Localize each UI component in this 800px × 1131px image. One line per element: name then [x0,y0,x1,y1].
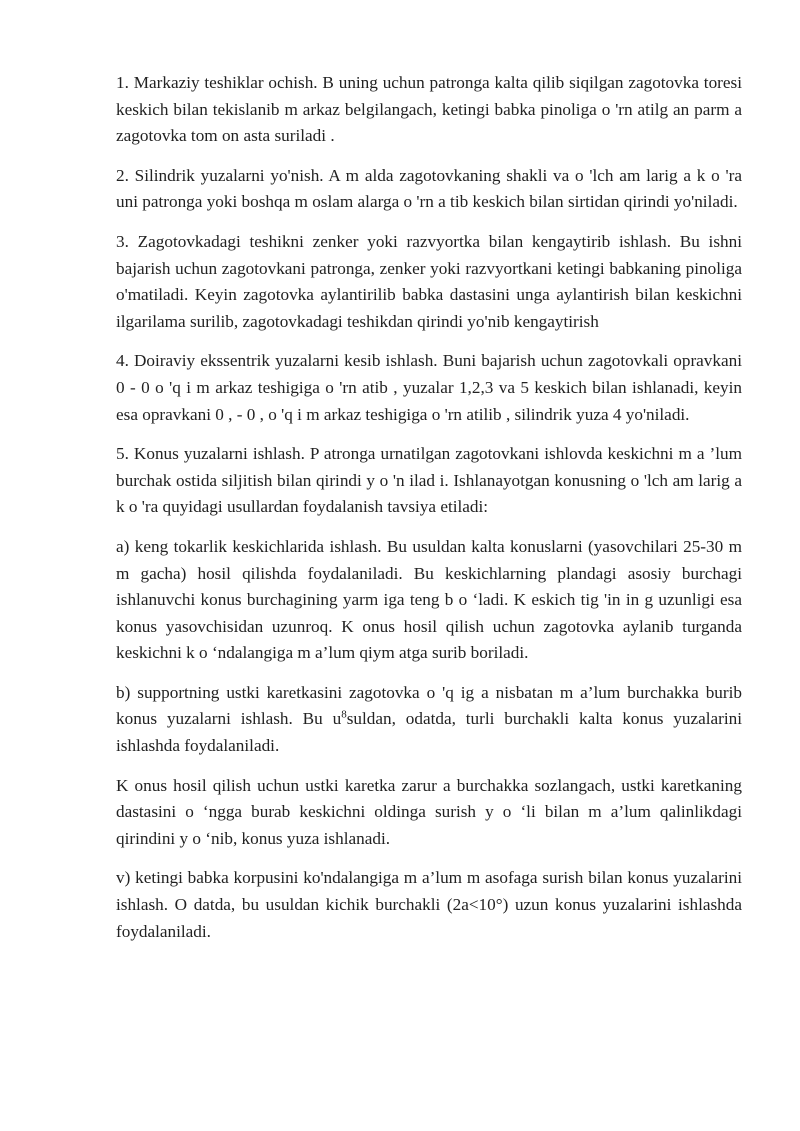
paragraph-3: 3. Zagotovkadagi teshikni zenker yoki razvyortka bilan kengaytirib ishlash. Bu ishni bajarish uchun zagotovkani patronga, zenker yoki razvyortkani ketingi babkaning pinoliga o'matiladi. Keyin zagotovka aylantirilib babka dastasini unga aylantirish bilan keskichni ilgarilama surilib, zagotovkadagi teshikdan qirindi yo'nib kengaytirish [116,231,742,331]
paragraph-b-text-end: suldan, odatda, turli burchakli kalta konus yuzalarini ishlashda foydalaniladi. [116,709,742,756]
paragraph-b-superscript: 8 [341,708,347,721]
paragraph-b-text-start: b) supportning ustki karetkasini zagotovka o 'q ig a nisbatan m a’lum burchakka burib konus yuzalarni ishlash. Bu u [116,682,742,729]
paragraph-4: 4. Doiraviy ekssentrik yuzalarni kesib ishlash. Buni bajarish uchun zagotovkali opravkani 0 - 0 o 'q i m arkaz teshigiga o 'rn atib , yuzalar 1,2,3 va 5 keskich bilan ishlanadi, keyin esa opravkani 0 , - 0 , o 'q i m arkaz teshigiga o 'rn atilib , silindrik yuza 4 yo'niladi. [116,351,742,424]
paragraph-a: a) keng tokarlik keskichlarida ishlash. Bu usuldan kalta konuslarni (yasovchilari 25-30 m m gacha) hosil qilishda foydalaniladi. Bu keskichlarning plandagi asosiy burchagi ishlanuvchi konus burchagining yarm iga teng b o ‘ladi. K eskich tig 'in in g uzunligi esa konus yasovchisidan uzunroq. K onus hosil qilish uchun zagotovka aylanib turganda keskichni k o ‘ndalangiga m a’lum qiym atga surib boriladi. [116,536,742,663]
paragraph-2: 2. Silindrik yuzalarni yo'nish. A m alda zagotovkaning shakli va o 'lch am larig a k o 'ra uni patronga yoki boshqa m oslam alarga o 'rn a tib keskich bilan sirtidan qirindi yo'niladi. [116,165,742,212]
paragraph-1: 1. Markaziy teshiklar ochish. B uning uchun patronga kalta qilib siqilgan zagotovka toresi keskich bilan tekislanib m arkaz belgilangach, ketingi babka pinoliga o 'rn atilg an parm a zagotovka tom on asta suriladi . [116,73,742,146]
paragraph-b [116,680,742,760]
paragraph-v: v) ketingi babka korpusini ko'ndalangiga m a’lum m asofaga surish bilan konus yuzalarini ishlash. O datda, bu usuldan kichik burchakli (2a<10°) uzun konus yuzalarini ishlashda foydalaniladi. [116,868,742,941]
paragraph-5: 5. Konus yuzalarni ishlash. P atronga urnatilgan zagotovkani ishlovda keskichni m a ’lum burchak ostida siljitish bilan qirindi y o 'n ilad i. Ishlanayotgan konusning o 'lch am larig a k o 'ra quyidagi usullardan foydalanish tavsiya etiladi: [116,444,742,517]
paragraph-k: K onus hosil qilish uchun ustki karetka zarur a burchakka sozlangach, ustki karetkaning dastasini o ‘ngga burab keskichni oldinga surish y o ‘li bilan m a’lum qalinlikdagi qirindini y o ‘nib, konus yuza ishlanadi. [116,775,742,848]
